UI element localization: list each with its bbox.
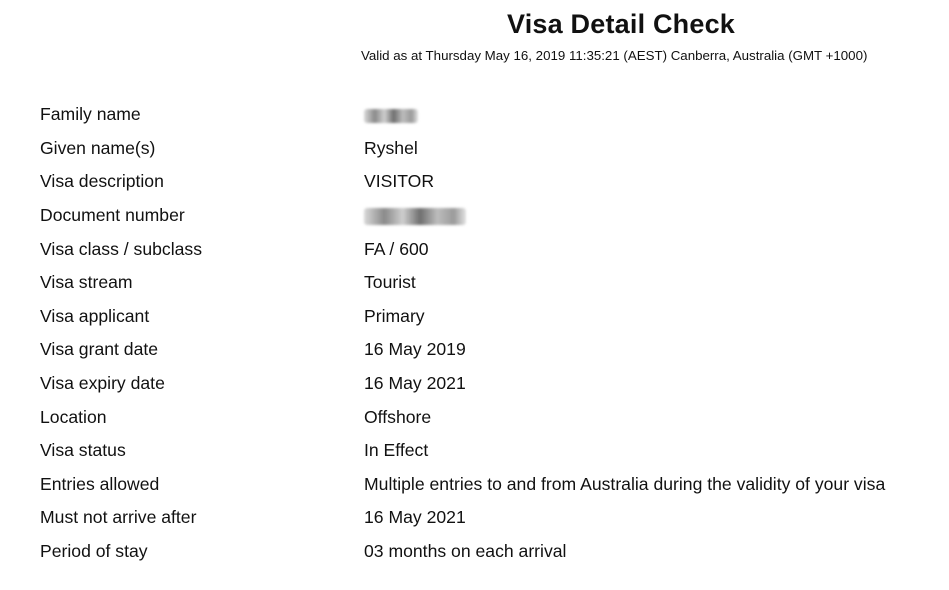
detail-label: Entries allowed — [40, 473, 160, 494]
visa-details-table — [40, 98, 885, 568]
detail-value: Primary — [364, 305, 425, 326]
detail-row-visa-description — [40, 165, 885, 199]
detail-value: Offshore — [364, 406, 432, 427]
detail-row-must-not-arrive-after — [40, 501, 885, 535]
detail-label: Visa applicant — [40, 305, 150, 326]
redacted-family-name — [364, 109, 418, 123]
detail-value — [364, 98, 885, 132]
detail-value: 16 May 2021 — [364, 507, 466, 528]
detail-value: In Effect — [364, 440, 429, 461]
detail-value — [364, 199, 885, 233]
detail-value: 16 May 2019 — [364, 339, 466, 360]
validity-note: Valid as at Thursday May 16, 2019 11:35:21 (AEST) Canberra, Australia (GMT +1000) — [361, 48, 868, 63]
detail-label: Family name — [40, 104, 141, 125]
detail-row-expiry-date — [40, 367, 885, 401]
detail-label: Visa stream — [40, 272, 133, 293]
detail-label: Given name(s) — [40, 137, 156, 158]
detail-row-visa-stream — [40, 266, 885, 300]
detail-value: FA / 600 — [364, 238, 429, 259]
detail-label: Location — [40, 406, 107, 427]
detail-label: Must not arrive after — [40, 507, 197, 528]
redacted-document-number — [364, 208, 466, 225]
detail-value: 03 months on each arrival — [364, 541, 567, 562]
detail-label: Visa expiry date — [40, 373, 165, 394]
detail-label: Visa grant date — [40, 339, 159, 360]
detail-row-visa-applicant — [40, 300, 885, 334]
detail-row-visa-class — [40, 232, 885, 266]
detail-label: Visa class / subclass — [40, 238, 202, 259]
detail-value: VISITOR — [364, 171, 435, 192]
detail-row-document-number — [40, 199, 885, 233]
detail-value: Tourist — [364, 272, 416, 293]
detail-row-location — [40, 400, 885, 434]
detail-row-grant-date — [40, 333, 885, 367]
detail-value: Ryshel — [364, 137, 418, 158]
detail-label: Visa status — [40, 440, 126, 461]
detail-row-family-name — [40, 98, 885, 132]
document-title: Visa Detail Check — [506, 9, 736, 39]
detail-row-visa-status — [40, 434, 885, 468]
detail-row-entries-allowed — [40, 468, 885, 502]
detail-label: Visa description — [40, 171, 164, 192]
detail-row-period-of-stay — [40, 535, 885, 569]
detail-label: Document number — [40, 205, 185, 226]
detail-value: 16 May 2021 — [364, 373, 466, 394]
detail-row-given-names — [40, 132, 885, 166]
detail-label: Period of stay — [40, 541, 148, 562]
detail-value: Multiple entries to and from Australia during the validity of your visa — [364, 473, 886, 494]
